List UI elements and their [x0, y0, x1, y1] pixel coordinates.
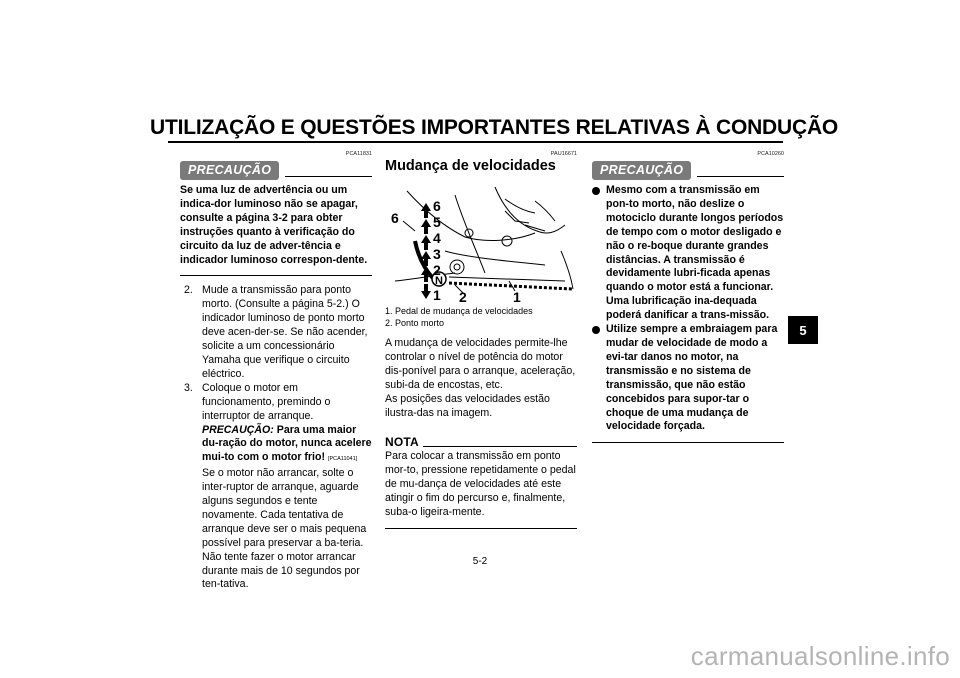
gear-label-1: 1 — [433, 287, 441, 303]
chapter-tab: 5 — [788, 316, 818, 344]
inline-caution-code: [PCA11041] — [327, 456, 358, 463]
body-paragraph-2: As posições das velocidades estão ilustra-das na imagem. — [385, 392, 550, 419]
gear-shift-figure — [385, 181, 577, 303]
gear-shift-illustration — [385, 181, 577, 303]
gear-label-4: 4 — [433, 230, 441, 246]
caution-end-rule — [180, 275, 372, 276]
bullet-text: Mesmo com a transmissão em pon-to morto, não deslize o motociclo durante longos períodos de tempo com o motor desligado e não o re-boque durante grandes distâncias. A transmissão é devidamente lubri-ficada apenas quando o motor está a funcionar. Uma lubrificação ina-dequada poderá danificar a trans-missão. — [606, 184, 784, 322]
caution-text: Se uma luz de advertência ou um indica-dor luminoso não se apagar, consulte a página 3-2 para obter instruções quanto à verificação do circuito da luz de adver-tência e indicador luminoso correspon-dente. — [180, 184, 368, 266]
middle-column — [385, 150, 577, 537]
inline-caution-text: Para uma maior du-ração do motor, nunca acelere mui-to com o motor frio! — [202, 423, 372, 464]
callout-neutral-label: 2 — [459, 289, 467, 303]
bullet-text: Utilize sempre a embraiagem para mudar de velocidade de modo a evi-tar danos no motor, na transmissão e no sistema de transmissão, que não estão concebidos para supor-tar o choque de uma mudança de velocidade forçada. — [606, 323, 778, 433]
callout-pedal-label: 1 — [513, 289, 521, 303]
callout-top-label: 6 — [391, 210, 399, 226]
page-title: UTILIZAÇÃO E QUESTÕES IMPORTANTES RELATIVAS À CONDUÇÃO — [150, 116, 839, 139]
caution-header — [180, 158, 372, 180]
caution-header-rule — [697, 176, 784, 177]
caution-header-rule — [285, 176, 372, 177]
inline-caution-label: PRECAUÇÃO: — [202, 423, 274, 436]
caution-header — [592, 158, 784, 180]
steps-list — [180, 284, 372, 592]
figure-captions — [385, 305, 577, 329]
gear-label-n: N — [435, 275, 443, 287]
right-column — [592, 150, 784, 451]
left-column — [180, 150, 372, 592]
list-item — [180, 284, 372, 381]
step-followup: Se o motor não arrancar, solte o inter-ruptor de arranque, aguarde alguns segundos e tente novamente. Cada tentativa de arranque deve ser o mais pequena possível para preservar a ba-teria. Não tente fazer o motor arrancar durante mais de 10 segundos por ten-tativa. — [202, 467, 367, 591]
caution-code: PCA10260 — [757, 151, 784, 157]
section-title: Mudança de velocidades — [385, 158, 556, 174]
nota-header — [385, 434, 577, 448]
list-item — [180, 382, 372, 593]
nota-header-rule — [423, 446, 577, 447]
caution-badge: PRECAUÇÃO — [592, 161, 691, 180]
caution-end-rule — [592, 442, 784, 443]
caution-badge: PRECAUÇÃO — [180, 161, 279, 180]
step-number: 2. — [184, 284, 193, 297]
step-text — [202, 382, 372, 467]
caution-code: PCA11831 — [345, 151, 372, 157]
nota-label: NOTA — [385, 435, 419, 450]
step-text-main: Coloque o motor em funcionamento, premindo o interruptor de arranque. — [202, 381, 331, 422]
caption-2: 2. Ponto morto — [385, 318, 445, 328]
bullet-icon — [592, 326, 600, 334]
bullet-icon — [592, 187, 600, 195]
body-paragraph-1: A mudança de velocidades permite-lhe controlar o nível de potência do motor dis-ponível para o arranque, aceleração, subi-da de encostas, etc. — [385, 337, 576, 391]
nota-end-rule — [385, 528, 577, 529]
page-number: 5-2 — [472, 556, 488, 567]
gear-label-2: 2 — [433, 262, 441, 278]
watermark: carmanualsonline.info — [690, 641, 950, 671]
title-rule — [168, 141, 783, 143]
caption-1: 1. Pedal de mudança de velocidades — [385, 306, 533, 316]
gear-label-6: 6 — [433, 198, 441, 214]
step-number: 3. — [184, 381, 193, 394]
step-text: Mude a transmissão para ponto morto. (Consulte a página 5-2.) O indicador luminoso de ponto morto deve acen-der-se. Se não acender, solicite a um concessionário Yamaha que verifique o circuito eléctrico. — [202, 284, 368, 380]
list-item — [592, 184, 784, 323]
nota-text: Para colocar a transmissão em ponto mor-to, pressione repetidamente o pedal de mu-dança de velocidades até este atingir o fim do percurso e, finalmente, suba-o ligeira-mente. — [385, 450, 576, 519]
gear-label-3: 3 — [433, 246, 441, 262]
gear-label-5: 5 — [433, 214, 441, 230]
caution-bullet-list — [592, 184, 784, 434]
list-item — [592, 323, 784, 434]
section-code: PAU16671 — [550, 151, 577, 157]
